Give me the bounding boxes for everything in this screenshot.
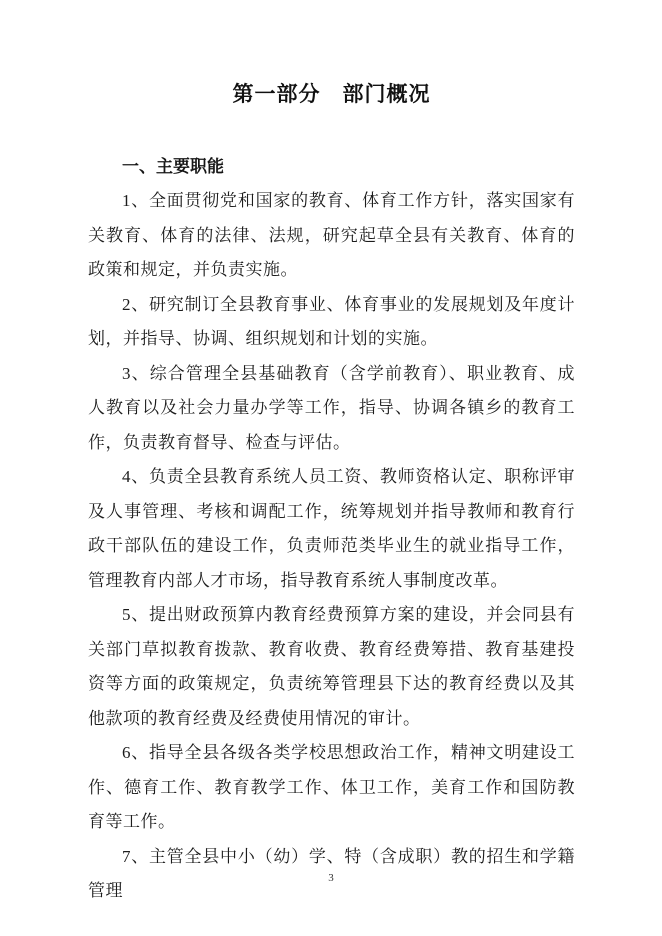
paragraph-4: 4、负责全县教育系统人员工资、教师资格认定、职称评审及人事管理、考核和调配工作，统筹规划并指导教师和教育行政干部队伍的建设工作，负责师范类毕业生的就业指导工作，管理教育内部人才市场，指导教育系统人事制度改革。 — [88, 467, 575, 590]
section-heading: 一、主要职能 — [122, 157, 224, 176]
page-number: 3 — [328, 872, 334, 884]
page-title: 第一部分 部门概况 — [232, 83, 431, 106]
paragraph-2: 2、研究制订全县教育事业、体育事业的发展规划及年度计划，并指导、协调、组织规划和计划的实施。 — [88, 294, 575, 348]
body-text — [88, 184, 575, 909]
paragraph-1: 1、全面贯彻党和国家的教育、体育工作方针，落实国家有关教育、体育的法律、法规，研究起草全县有关教育、体育的政策和规定，并负责实施。 — [88, 191, 575, 279]
document-content — [88, 0, 575, 909]
paragraph-5: 5、提出财政预算内教育经费预算方案的建设，并会同县有关部门草拟教育拨款、教育收费、教育经费筹措、教育基建投资等方面的政策规定，负责统筹管理县下达的教育经费以及其他款项的教育经费及经费使用情况的审计。 — [88, 605, 575, 728]
paragraph-3: 3、综合管理全县基础教育（含学前教育）、职业教育、成人教育以及社会力量办学等工作，指导、协调各镇乡的教育工作，负责教育督导、检查与评估。 — [88, 363, 575, 452]
paragraph-7: 7、主管全县中小（幼）学、特（含成职）教的招生和学籍管理 — [88, 846, 575, 900]
paragraph-6: 6、指导全县各级各类学校思想政治工作，精神文明建设工作、德育工作、教育教学工作、体卫工作，美育工作和国防教育等工作。 — [88, 743, 575, 831]
